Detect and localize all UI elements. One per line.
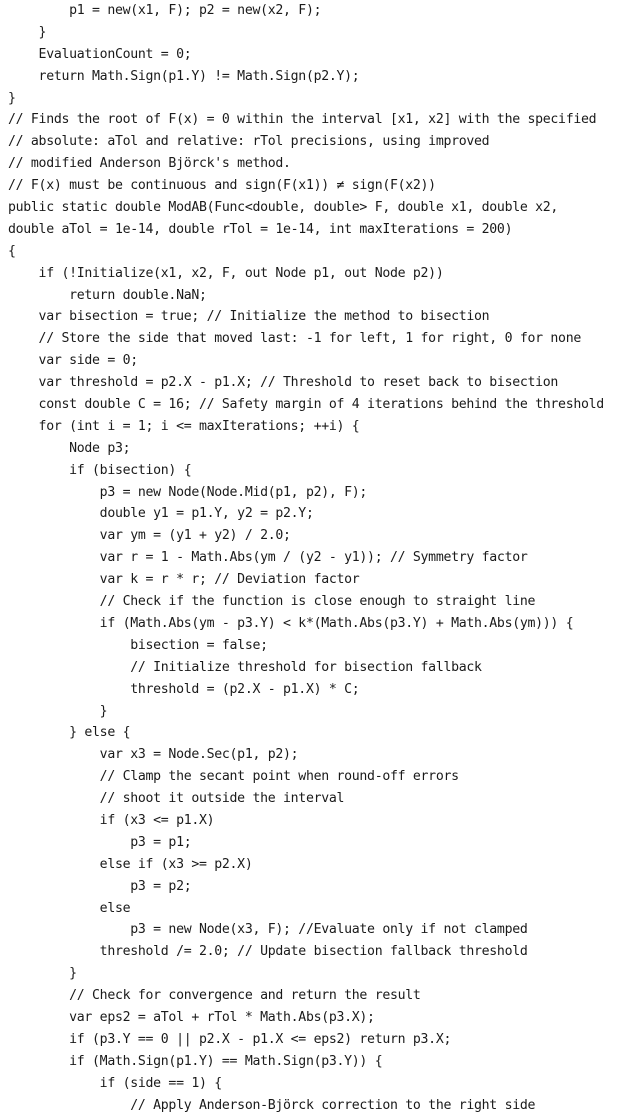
code-line: threshold /= 2.0; // Update bisection fallback threshold	[8, 944, 528, 960]
code-line: bisection = false;	[8, 637, 268, 653]
code-line: if (!Initialize(x1, x2, F, out Node p1, out Node p2))	[8, 265, 444, 281]
code-line: p1 = new(x1, F); p2 = new(x2, F);	[8, 3, 322, 18]
code-line: p3 = p2;	[8, 878, 192, 894]
code-line: if (x3 <= p1.X)	[8, 812, 215, 828]
code-line: p3 = p1;	[8, 834, 192, 850]
code-line: double aTol = 1e-14, double rTol = 1e-14, int maxIterations = 200)	[8, 221, 513, 237]
code-line: if (p3.Y == 0 || p2.X - p1.X <= eps2) return p3.X;	[8, 1031, 452, 1047]
code-line: return double.NaN;	[8, 287, 207, 303]
code-line: var k = r * r; // Deviation factor	[8, 572, 360, 588]
code-line: const double C = 16; // Safety margin of 4 iterations behind the threshold	[8, 397, 604, 413]
code-line: // Clamp the secant point when round-off errors	[8, 769, 459, 785]
code-line: }	[8, 966, 77, 982]
code-line: else	[8, 900, 131, 916]
code-line: EvaluationCount = 0;	[8, 46, 192, 62]
code-line: // F(x) must be continuous and sign(F(x1)) ≠ sign(F(x2))	[8, 178, 436, 194]
code-line: } else {	[8, 725, 131, 741]
code-line: {	[8, 243, 16, 259]
code-line: threshold = (p2.X - p1.X) * C;	[8, 681, 360, 697]
code-line: // Store the side that moved last: -1 for left, 1 for right, 0 for none	[8, 331, 581, 347]
code-line: // Initialize threshold for bisection fallback	[8, 659, 482, 675]
code-line: var bisection = true; // Initialize the method to bisection	[8, 309, 490, 325]
code-line: }	[8, 703, 108, 719]
code-line: }	[8, 24, 47, 40]
code-line: return Math.Sign(p1.Y) != Math.Sign(p2.Y);	[8, 68, 360, 84]
code-line: // shoot it outside the interval	[8, 791, 345, 807]
code-line: var side = 0;	[8, 353, 138, 369]
code-line: else if (x3 >= p2.X)	[8, 856, 253, 872]
code-line: if (bisection) {	[8, 462, 192, 478]
code-line: if (side == 1) {	[8, 1075, 222, 1091]
code-line: var r = 1 - Math.Abs(ym / (y2 - y1)); // Symmetry factor	[8, 550, 528, 566]
code-line: var x3 = Node.Sec(p1, p2);	[8, 747, 299, 763]
code-line: // Check if the function is close enough to straight line	[8, 594, 536, 610]
code-line: // Apply Anderson-Björck correction to the right side	[8, 1097, 536, 1113]
code-line: Node p3;	[8, 440, 131, 456]
code-line: p3 = new Node(Node.Mid(p1, p2), F);	[8, 484, 368, 500]
code-line: for (int i = 1; i <= maxIterations; ++i) {	[8, 418, 360, 434]
code-line: double y1 = p1.Y, y2 = p2.Y;	[8, 506, 314, 522]
code-line: var ym = (y1 + y2) / 2.0;	[8, 528, 291, 544]
code-line: // absolute: aTol and relative: rTol precisions, using improved	[8, 134, 490, 150]
code-line: var threshold = p2.X - p1.X; // Threshold to reset back to bisection	[8, 375, 559, 391]
code-line: if (Math.Sign(p1.Y) == Math.Sign(p3.Y)) {	[8, 1053, 383, 1069]
code-line: var eps2 = aTol + rTol * Math.Abs(p3.X);	[8, 1009, 375, 1025]
code-line: // modified Anderson Björck's method.	[8, 156, 291, 172]
code-line: }	[8, 90, 16, 106]
code-line: p3 = new Node(x3, F); //Evaluate only if not clamped	[8, 922, 528, 938]
code-line: public static double ModAB(Func<double, double> F, double x1, double x2,	[8, 200, 559, 216]
code-line: if (Math.Abs(ym - p3.Y) < k*(Math.Abs(p3.Y) + Math.Abs(ym))) {	[8, 615, 574, 631]
code-line: // Finds the root of F(x) = 0 within the interval [x1, x2] with the specified	[8, 112, 597, 128]
code-line: // Check for convergence and return the result	[8, 988, 421, 1004]
